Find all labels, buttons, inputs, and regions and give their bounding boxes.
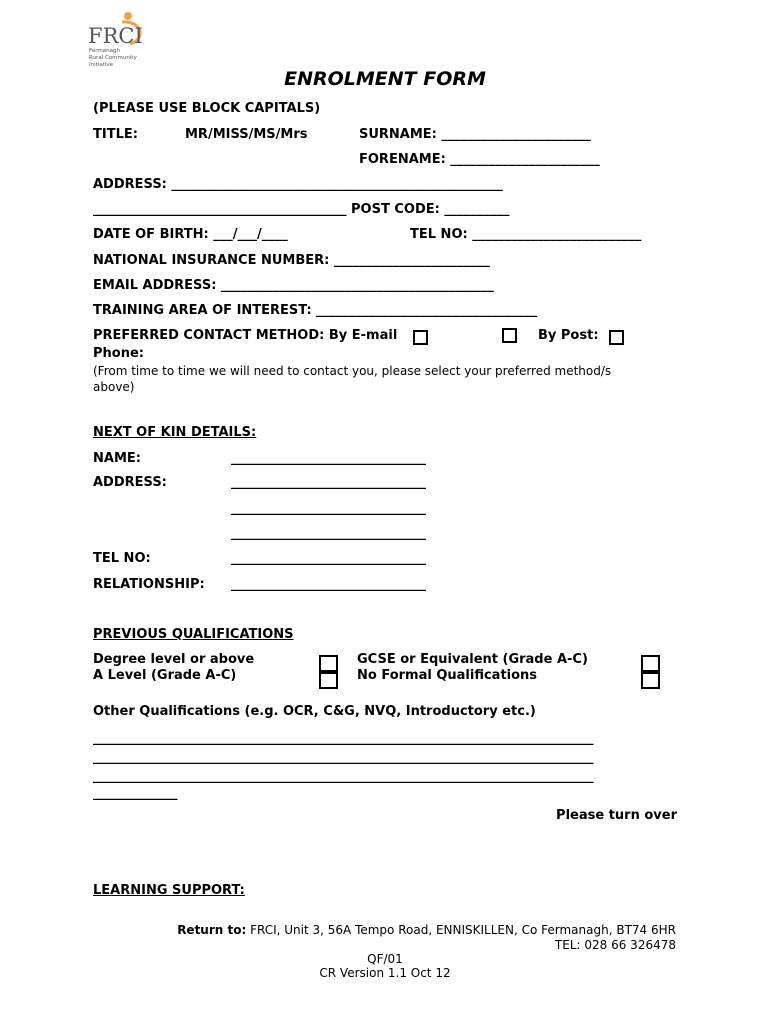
phone-label: Phone:	[93, 346, 144, 361]
degree-label: Degree level or above	[93, 652, 255, 667]
learning-support-heading: LEARNING SUPPORT:	[93, 883, 245, 898]
contact-note-line2: above)	[93, 380, 135, 394]
contact-note-line1: (From time to time we will need to contact you, please select your preferred method/s	[93, 364, 612, 378]
kin-address-line-3[interactable]: ______________________________	[231, 526, 426, 541]
kin-tel-label: TEL NO:	[93, 551, 151, 566]
please-turn-over: Please turn over	[556, 808, 677, 823]
footer-tel: TEL: 028 66 326478	[554, 938, 676, 952]
other-qualifications-line-1[interactable]: _____________________________________________________________________________	[93, 731, 594, 746]
kin-name-line[interactable]: ______________________________	[231, 451, 426, 466]
a-level-checkbox[interactable]	[319, 672, 338, 689]
ni-number-field[interactable]: NATIONAL INSURANCE NUMBER: ________________________	[93, 253, 490, 268]
kin-address-line-1[interactable]: ______________________________	[231, 475, 426, 490]
address-field[interactable]: ADDRESS: ___________________________________________________	[93, 177, 503, 192]
other-qualifications-label: Other Qualifications (e.g. OCR, C&G, NVQ, Introductory etc.)	[93, 704, 536, 719]
next-of-kin-heading: NEXT OF KIN DETAILS:	[93, 425, 257, 440]
logo-subtitle-3: Initiative	[89, 62, 114, 68]
logo-subtitle-2: Rural Community	[89, 55, 137, 61]
kin-name-label: NAME:	[93, 451, 141, 466]
date-of-birth-field[interactable]: DATE OF BIRTH: ___/___/____	[93, 227, 288, 242]
other-qualifications-line-3[interactable]: _____________________________________________________________________________	[93, 769, 594, 784]
qualifications-heading: PREVIOUS QUALIFICATIONS	[93, 627, 294, 642]
gcse-label: GCSE or Equivalent (Grade A-C)	[357, 652, 588, 667]
kin-relationship-label: RELATIONSHIP:	[93, 577, 205, 592]
title-options[interactable]: MR/MISS/MS/Mrs	[185, 127, 308, 142]
phone-checkbox[interactable]	[502, 328, 517, 343]
by-post-label: By Post:	[538, 328, 599, 343]
footer-version: CR Version 1.1 Oct 12	[319, 966, 451, 980]
degree-checkbox[interactable]	[319, 655, 338, 672]
block-capitals-note: (PLEASE USE BLOCK CAPITALS)	[93, 101, 321, 116]
kin-address-label: ADDRESS:	[93, 475, 167, 490]
other-qualifications-line-2[interactable]: _____________________________________________________________________________	[93, 750, 594, 765]
surname-field[interactable]: SURNAME: _______________________	[359, 127, 591, 142]
kin-tel-line[interactable]: ______________________________	[231, 551, 426, 566]
return-address-text: FRCI, Unit 3, 56A Tempo Road, ENNISKILLEN, Co Fermanagh, BT74 6HR	[246, 923, 676, 937]
return-address	[177, 923, 676, 937]
title-label: TITLE:	[93, 127, 138, 142]
other-qualifications-line-4[interactable]: _____________	[93, 786, 178, 801]
postcode-field[interactable]: _______________________________________ POST CODE: __________	[93, 202, 510, 217]
email-checkbox[interactable]	[413, 330, 428, 345]
logo-subtitle-1: Fermanagh	[89, 48, 120, 54]
logo-name: FRCI	[88, 24, 143, 48]
tel-field[interactable]: TEL NO: __________________________	[410, 227, 642, 242]
forename-field[interactable]: FORENAME: _______________________	[359, 152, 600, 167]
email-field[interactable]: EMAIL ADDRESS: __________________________________________	[93, 278, 494, 293]
kin-relationship-line[interactable]: ______________________________	[231, 577, 426, 592]
post-checkbox[interactable]	[609, 330, 624, 345]
frci-logo	[88, 10, 148, 66]
footer-code: QF/01	[367, 952, 403, 966]
gcse-checkbox[interactable]	[641, 655, 660, 672]
form-title: ENROLMENT FORM	[284, 68, 486, 90]
no-formal-checkbox[interactable]	[641, 672, 660, 689]
no-formal-label: No Formal Qualifications	[357, 668, 538, 683]
kin-address-line-2[interactable]: ______________________________	[231, 501, 426, 516]
training-area-field[interactable]: TRAINING AREA OF INTEREST: __________________________________	[93, 303, 538, 318]
contact-method-label: PREFERRED CONTACT METHOD: By E-mail	[93, 328, 398, 343]
a-level-label: A Level (Grade A-C)	[93, 668, 237, 683]
return-label: Return to:	[177, 923, 247, 937]
